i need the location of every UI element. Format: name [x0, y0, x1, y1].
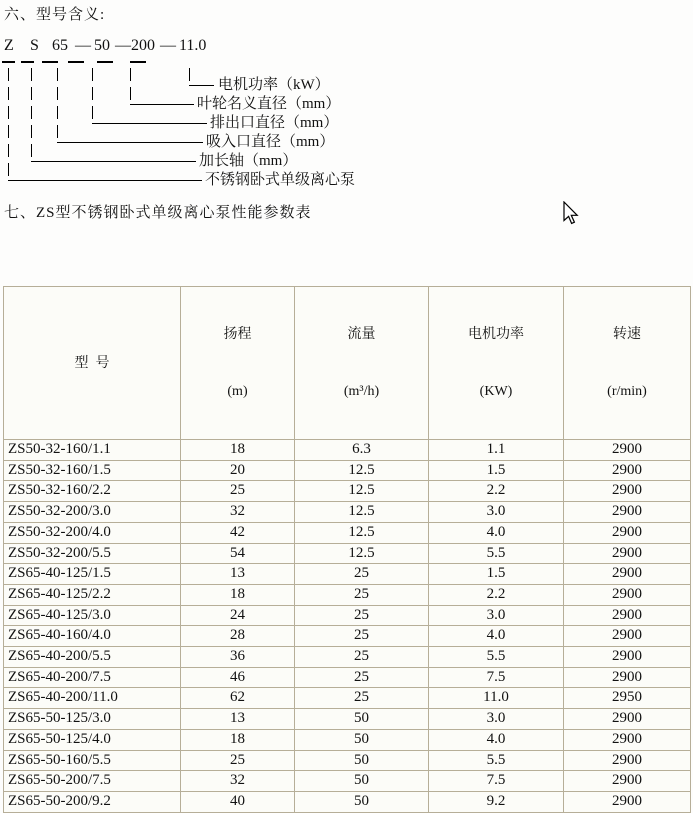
flow-cell: 25: [295, 688, 429, 709]
speed-cell: 2900: [564, 791, 691, 812]
head-cell: 20: [181, 460, 295, 481]
power-cell: 5.5: [429, 750, 564, 771]
header-head: 扬程 (m): [181, 287, 295, 440]
table-row: [4, 584, 691, 605]
model-cell: ZS50-32-200/4.0: [4, 522, 181, 543]
model-cell: ZS50-32-160/1.5: [4, 460, 181, 481]
table-row: [4, 750, 691, 771]
label-impeller-diameter: 叶轮名义直径（mm）: [197, 96, 341, 112]
model-cell: ZS65-40-200/11.0: [4, 688, 181, 709]
power-cell: 5.5: [429, 647, 564, 668]
speed-cell: 2900: [564, 564, 691, 585]
head-cell: 42: [181, 522, 295, 543]
head-cell: 54: [181, 543, 295, 564]
header-power: 电机功率 (KW): [429, 287, 564, 440]
table-row: [4, 440, 691, 461]
code-dash-2: —: [115, 37, 131, 54]
model-cell: ZS65-40-125/3.0: [4, 605, 181, 626]
model-cell: ZS50-32-160/2.2: [4, 481, 181, 502]
code-part-200: 200: [131, 37, 155, 54]
model-cell: ZS65-40-125/1.5: [4, 564, 181, 585]
underline-dash: [130, 61, 146, 63]
table-row: [4, 460, 691, 481]
speed-cell: 2900: [564, 667, 691, 688]
connector-line: [8, 68, 9, 180]
table-row: [4, 667, 691, 688]
head-cell: 28: [181, 626, 295, 647]
section7-title: 七、ZS型不锈钢卧式单级离心泵性能参数表: [4, 205, 312, 221]
head-cell: 18: [181, 729, 295, 750]
code-part-50: 50: [94, 37, 110, 54]
power-cell: 1.5: [429, 564, 564, 585]
code-part-11-0: 11.0: [179, 37, 207, 54]
code-part-z: Z: [4, 37, 14, 54]
header-model: 型 号: [4, 287, 181, 440]
speed-cell: 2900: [564, 709, 691, 730]
model-cell: ZS65-40-125/2.2: [4, 584, 181, 605]
underline-dash: [42, 61, 58, 63]
table-row: [4, 688, 691, 709]
flow-cell: 25: [295, 564, 429, 585]
head-cell: 62: [181, 688, 295, 709]
flow-cell: 25: [295, 584, 429, 605]
speed-cell: 2900: [564, 771, 691, 792]
code-dash-1: —: [75, 37, 91, 54]
flow-cell: 12.5: [295, 543, 429, 564]
speed-cell: 2900: [564, 481, 691, 502]
power-cell: 3.0: [429, 502, 564, 523]
head-cell: 24: [181, 605, 295, 626]
flow-cell: 25: [295, 626, 429, 647]
power-cell: 3.0: [429, 709, 564, 730]
connector-line: [31, 68, 32, 161]
head-cell: 36: [181, 647, 295, 668]
speed-cell: 2900: [564, 440, 691, 461]
speed-cell: 2900: [564, 750, 691, 771]
underline-dash: [2, 61, 15, 63]
connector-line: [130, 68, 131, 104]
flow-cell: 25: [295, 605, 429, 626]
table-row: [4, 481, 691, 502]
power-cell: 4.0: [429, 626, 564, 647]
table-row: [4, 564, 691, 585]
power-cell: 1.5: [429, 460, 564, 481]
head-cell: 18: [181, 584, 295, 605]
head-cell: 46: [181, 667, 295, 688]
speed-cell: 2900: [564, 543, 691, 564]
header-flow: 流量 (m³/h): [295, 287, 429, 440]
speed-cell: 2950: [564, 688, 691, 709]
connector-line: [57, 68, 58, 142]
head-cell: 25: [181, 481, 295, 502]
model-cell: ZS65-50-200/9.2: [4, 791, 181, 812]
model-cell: ZS50-32-200/5.5: [4, 543, 181, 564]
model-cell: ZS65-50-200/7.5: [4, 771, 181, 792]
connector-line: [130, 104, 194, 105]
flow-cell: 50: [295, 791, 429, 812]
underline-dash: [97, 61, 113, 63]
section6-title: 六、型号含义:: [4, 7, 106, 23]
label-suction-diameter: 吸入口直径（mm）: [206, 134, 335, 150]
model-cell: ZS65-50-160/5.5: [4, 750, 181, 771]
connector-line: [31, 161, 196, 162]
power-cell: 7.5: [429, 667, 564, 688]
label-discharge-diameter: 排出口直径（mm）: [210, 115, 339, 131]
code-part-65: 65: [52, 37, 68, 54]
underline-dash: [68, 61, 84, 63]
table-row: [4, 626, 691, 647]
model-cell: ZS65-50-125/3.0: [4, 709, 181, 730]
power-cell: 2.2: [429, 584, 564, 605]
flow-cell: 12.5: [295, 522, 429, 543]
mouse-cursor: [563, 201, 581, 227]
table-header: [4, 287, 691, 440]
connector-line: [92, 68, 93, 123]
head-cell: 25: [181, 750, 295, 771]
table-row: [4, 605, 691, 626]
power-cell: 4.0: [429, 729, 564, 750]
connector-line: [92, 123, 207, 124]
flow-cell: 25: [295, 647, 429, 668]
connector-line: [57, 142, 203, 143]
table-row: [4, 522, 691, 543]
code-dash-3: —: [160, 37, 176, 54]
head-cell: 32: [181, 771, 295, 792]
table-row: [4, 771, 691, 792]
connector-line: [189, 68, 190, 85]
model-cell: ZS50-32-200/3.0: [4, 502, 181, 523]
flow-cell: 12.5: [295, 502, 429, 523]
head-cell: 13: [181, 709, 295, 730]
speed-cell: 2900: [564, 647, 691, 668]
head-cell: 18: [181, 440, 295, 461]
table-row: [4, 502, 691, 523]
flow-cell: 50: [295, 729, 429, 750]
flow-cell: 12.5: [295, 481, 429, 502]
speed-cell: 2900: [564, 522, 691, 543]
power-cell: 11.0: [429, 688, 564, 709]
speed-cell: 2900: [564, 729, 691, 750]
flow-cell: 6.3: [295, 440, 429, 461]
connector-line: [8, 180, 202, 181]
label-extended-shaft: 加长轴（mm）: [199, 153, 298, 169]
model-cell: ZS65-50-125/4.0: [4, 729, 181, 750]
flow-cell: 50: [295, 771, 429, 792]
flow-cell: 25: [295, 667, 429, 688]
power-cell: 7.5: [429, 771, 564, 792]
head-cell: 32: [181, 502, 295, 523]
power-cell: 9.2: [429, 791, 564, 812]
code-part-s: S: [30, 37, 39, 54]
flow-cell: 50: [295, 750, 429, 771]
power-cell: 5.5: [429, 543, 564, 564]
speed-cell: 2900: [564, 626, 691, 647]
table-row: [4, 729, 691, 750]
model-cell: ZS65-40-160/4.0: [4, 626, 181, 647]
underline-dash: [21, 61, 34, 63]
speed-cell: 2900: [564, 584, 691, 605]
power-cell: 4.0: [429, 522, 564, 543]
label-pump-type: 不锈钢卧式单级离心泵: [205, 172, 356, 188]
connector-line: [189, 85, 214, 86]
speed-cell: 2900: [564, 460, 691, 481]
table-row: [4, 791, 691, 812]
speed-cell: 2900: [564, 502, 691, 523]
performance-table: [3, 286, 691, 813]
table-row: [4, 543, 691, 564]
model-cell: ZS65-40-200/7.5: [4, 667, 181, 688]
head-cell: 13: [181, 564, 295, 585]
header-speed: 转速 (r/min): [564, 287, 691, 440]
head-cell: 40: [181, 791, 295, 812]
table-row: [4, 647, 691, 668]
table-row: [4, 709, 691, 730]
flow-cell: 12.5: [295, 460, 429, 481]
speed-cell: 2900: [564, 605, 691, 626]
model-cell: ZS65-40-200/5.5: [4, 647, 181, 668]
label-motor-power: 电机功率（kW）: [218, 77, 330, 93]
table-body: [4, 440, 691, 813]
model-cell: ZS50-32-160/1.1: [4, 440, 181, 461]
power-cell: 3.0: [429, 605, 564, 626]
power-cell: 2.2: [429, 481, 564, 502]
power-cell: 1.1: [429, 440, 564, 461]
flow-cell: 50: [295, 709, 429, 730]
